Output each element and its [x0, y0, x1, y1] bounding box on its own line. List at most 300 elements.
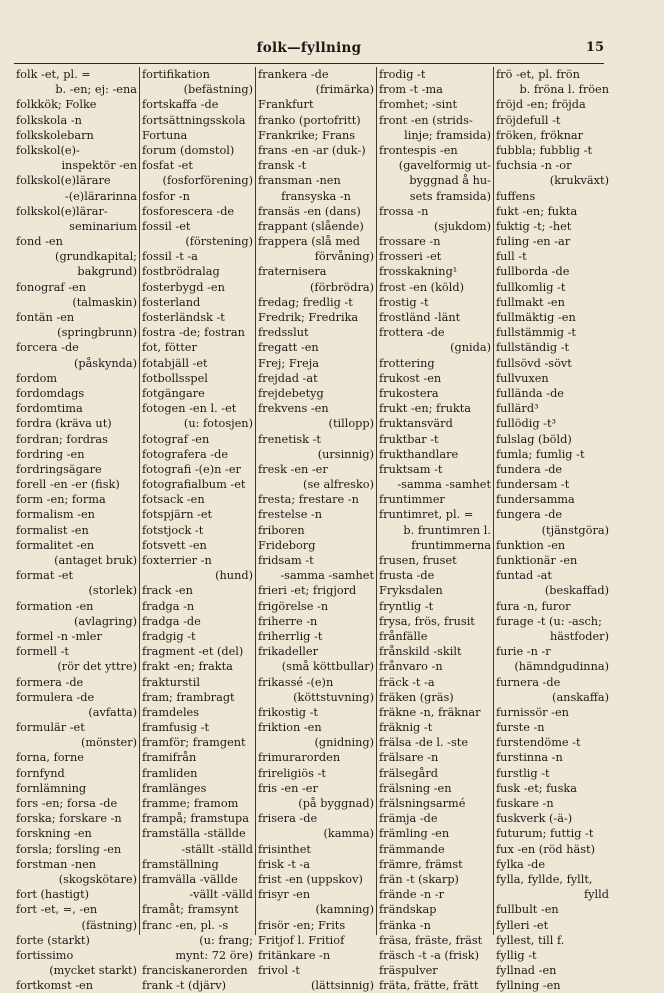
- dictionary-line: fotspjärn -et: [142, 508, 213, 522]
- dictionary-line: fransyska -n: [281, 189, 351, 203]
- dictionary-line: frost -en (köld): [379, 280, 464, 294]
- dictionary-line: furstinna -n: [496, 751, 563, 765]
- dictionary-line: formalist -en: [16, 523, 89, 537]
- dictionary-line: framme; framom: [142, 797, 239, 810]
- dictionary-line: fullärd³: [496, 402, 539, 416]
- dictionary-line: frikassé -(e)n: [258, 675, 334, 689]
- dictionary-line: fuchsia -n -or: [496, 159, 572, 173]
- dictionary-line: fotogen -en l. -et: [142, 402, 237, 416]
- dictionary-line: sets framsida): [409, 189, 491, 203]
- dictionary-line: fullkomlig -t: [496, 280, 566, 294]
- dictionary-line: fullvuxen: [496, 371, 549, 385]
- dictionary-line: fors -en; forsa -de: [16, 797, 118, 810]
- dictionary-line: (fästning): [81, 918, 137, 932]
- dictionary-line: folk -et, pl. =: [16, 68, 91, 81]
- dictionary-line: -(e)lärarinna: [64, 189, 137, 203]
- dictionary-line: -samma -samhet: [397, 478, 491, 492]
- dictionary-line: Frideborg: [258, 538, 316, 552]
- dictionary-line: frisyr -en: [258, 888, 311, 902]
- dictionary-line: -vällt -välld: [189, 888, 253, 902]
- dictionary-line: frakturstil: [142, 675, 200, 689]
- dictionary-line: främre, främst: [379, 857, 463, 871]
- dictionary-line: (tillopp): [328, 417, 374, 431]
- dictionary-line: frist -en (uppskov): [258, 872, 363, 886]
- dictionary-line: (hund): [215, 569, 253, 583]
- dictionary-line: -ställt -ställd: [181, 842, 253, 856]
- dictionary-line: fordomtima: [16, 402, 83, 416]
- dictionary-line: fresk -en -er: [258, 462, 328, 476]
- page-header: [14, 40, 604, 60]
- dictionary-line: fräta, frätte, frätt: [379, 979, 479, 993]
- dictionary-line: seminarium: [69, 219, 137, 233]
- dictionary-line: fransk -t: [258, 159, 307, 173]
- dictionary-line: friktion -en: [258, 721, 322, 735]
- dictionary-line: fradgig -t: [142, 629, 196, 643]
- dictionary-line: furnera -de: [496, 675, 561, 689]
- dictionary-line: (beskaffad): [544, 584, 609, 598]
- dictionary-line: fuskverk (-ä-): [496, 812, 573, 826]
- dictionary-line: framställning: [142, 857, 219, 871]
- dictionary-line: frukt -en; frukta: [379, 402, 471, 416]
- dictionary-line: främmande: [379, 842, 445, 856]
- dictionary-line: fordra (kräva ut): [16, 417, 112, 431]
- dictionary-line: frosskakning¹: [379, 265, 458, 279]
- dictionary-line: fruktsam -t: [379, 462, 443, 476]
- dictionary-line: fräspulver: [379, 964, 438, 978]
- dictionary-line: fradga -n: [142, 599, 195, 613]
- dictionary-line: fordran; fordras: [16, 432, 108, 446]
- dictionary-line: fyllnad -en: [496, 964, 557, 978]
- dictionary-line: forskning -en: [16, 827, 92, 841]
- dictionary-line: byggnad å hu-: [409, 174, 491, 188]
- dictionary-line: (avlagring): [73, 614, 137, 628]
- dictionary-line: fotstjock -t: [142, 523, 204, 537]
- dictionary-line: fundersam -t: [496, 478, 570, 492]
- dictionary-line: fux -en (röd häst): [496, 842, 595, 856]
- dictionary-line: forstman -nen: [16, 857, 97, 871]
- dictionary-line: frank -t (djärv): [142, 979, 227, 993]
- dictionary-line: frikostig -t: [258, 705, 318, 719]
- dictionary-line: fossil -et: [142, 219, 191, 233]
- dictionary-line: format -et: [16, 569, 74, 583]
- dictionary-line: fonograf -en: [16, 280, 86, 294]
- dictionary-line: frejdebetyg: [258, 386, 324, 400]
- dictionary-line: fresta; frestare -n: [258, 493, 359, 507]
- dictionary-line: hästfoder): [549, 629, 609, 643]
- dictionary-line: fräsa, fräste, fräst: [379, 933, 483, 947]
- dictionary-line: fröjd -en; fröjda: [496, 98, 586, 112]
- dictionary-line: frö -et, pl. frön: [496, 68, 580, 81]
- dictionary-line: frälsningsarmé: [379, 797, 466, 810]
- dictionary-line: fullborda -de: [496, 265, 570, 279]
- dictionary-line: fordom: [16, 371, 58, 385]
- dictionary-line: frieri -et; frigjord: [258, 584, 357, 598]
- dictionary-line: forsla; forsling -en: [16, 842, 122, 856]
- dictionary-line: futurum; futtig -t: [496, 827, 594, 841]
- dictionary-line: framåt; framsynt: [142, 903, 239, 917]
- column-2: [140, 67, 256, 993]
- dictionary-line: fordringsägare: [16, 462, 102, 476]
- dictionary-line: (ursinnig): [317, 447, 374, 461]
- dictionary-line: (på byggnad): [298, 797, 374, 810]
- dictionary-line: fuling -en -ar: [496, 235, 571, 249]
- dictionary-line: fukt -en; fukta: [496, 204, 578, 218]
- dictionary-line: fris -en -er: [258, 781, 318, 795]
- dictionary-line: fundera -de: [496, 462, 563, 476]
- dictionary-line: fullstämmig -t: [496, 326, 576, 340]
- dictionary-line: fruktbar -t: [379, 432, 439, 446]
- dictionary-line: fullständig -t: [496, 341, 570, 355]
- dictionary-line: fuffens: [496, 189, 536, 203]
- dictionary-line: fotografera -de: [142, 447, 229, 461]
- dictionary-line: frisör -en; Frits: [258, 918, 346, 932]
- dictionary-line: (gnida): [450, 341, 491, 355]
- dictionary-line: -samma -samhet: [280, 569, 374, 583]
- dictionary-line: friherrlig -t: [258, 629, 323, 643]
- dictionary-line: (gavelformig ut-: [398, 159, 491, 173]
- dictionary-line: franko (portofritt): [258, 113, 361, 127]
- dictionary-line: fotabjäll -et: [142, 356, 208, 370]
- dictionary-line: främling -en: [379, 827, 450, 841]
- dictionary-line: fruntimret, pl. =: [379, 508, 474, 522]
- dictionary-line: (påskynda): [73, 356, 137, 370]
- dictionary-line: (krukväxt): [549, 174, 609, 188]
- dictionary-line: framvälla -vällde: [142, 872, 238, 886]
- dictionary-line: fuktig -t; -het: [496, 219, 572, 233]
- dictionary-line: frändskap: [379, 903, 437, 917]
- dictionary-line: frusen, fruset: [379, 554, 457, 567]
- dictionary-line: fond -en: [16, 235, 63, 249]
- dictionary-line: fura -n, furor: [496, 599, 571, 613]
- dictionary-line: (tjänstgöra): [541, 523, 609, 537]
- dictionary-columns: [14, 67, 611, 993]
- dictionary-line: fränka -n: [379, 918, 431, 932]
- dictionary-line: (mönster): [80, 736, 137, 750]
- dictionary-line: frän -t (skarp): [379, 872, 459, 886]
- dictionary-line: fumla; fumlig -t: [496, 447, 585, 461]
- dictionary-line: full -t: [496, 250, 527, 264]
- dictionary-line: frimurarorden: [258, 751, 341, 765]
- dictionary-line: (u: fotosjen): [183, 417, 253, 431]
- dictionary-line: fredag; fredlig -t: [258, 295, 353, 309]
- dictionary-line: forna, forne: [16, 751, 84, 765]
- column-1: [14, 67, 140, 993]
- dictionary-line: fulslag (böld): [496, 432, 572, 446]
- dictionary-line: fuskare -n: [496, 797, 554, 810]
- dictionary-line: front -en (strids-: [379, 113, 473, 127]
- dictionary-line: (avfatta): [88, 705, 137, 719]
- dictionary-line: frekvens -en: [258, 402, 329, 416]
- dictionary-line: fortifikation: [142, 68, 210, 81]
- dictionary-line: fullmäktig -en: [496, 311, 576, 324]
- dictionary-line: fontän -en: [16, 311, 75, 324]
- dictionary-line: franciskanerorden: [142, 964, 248, 978]
- dictionary-line: fostbrödralag: [142, 265, 220, 279]
- dictionary-line: fotsvett -en: [142, 538, 207, 552]
- dictionary-line: (mycket starkt): [49, 964, 137, 978]
- dictionary-line: bakgrund): [77, 265, 137, 279]
- dictionary-line: frossa -n: [379, 204, 429, 218]
- dictionary-line: fortkomst -en: [16, 979, 93, 993]
- dictionary-line: foxterrier -n: [142, 554, 212, 567]
- dictionary-line: (förstening): [185, 235, 253, 249]
- dictionary-line: folkkök; Folke: [16, 98, 97, 112]
- dictionary-line: frostig -t: [379, 295, 429, 309]
- dictionary-line: furstendöme -t: [496, 736, 581, 750]
- dictionary-line: fritänkare -n: [258, 948, 331, 962]
- dictionary-line: fräknig -t: [379, 721, 433, 735]
- dictionary-line: framifrån: [142, 751, 197, 765]
- dictionary-line: fotgängare: [142, 386, 205, 400]
- dictionary-line: frans -en -ar (duk-): [258, 143, 366, 157]
- dictionary-line: frånfälle: [379, 629, 428, 643]
- running-head: folk—fyllning: [256, 40, 362, 56]
- dictionary-line: fraternisera: [258, 265, 327, 279]
- dictionary-line: fotsack -en: [142, 493, 205, 507]
- dictionary-line: furage -t (u: -asch;: [496, 614, 602, 628]
- dictionary-line: fullända -de: [496, 386, 564, 400]
- dictionary-line: frusta -de: [379, 569, 435, 583]
- dictionary-line: folkskol(e)-: [16, 143, 80, 157]
- dictionary-line: formalism -en: [16, 508, 95, 522]
- dictionary-line: frälsning -en: [379, 781, 452, 795]
- dictionary-line: fort -et, =, -en: [16, 903, 98, 917]
- dictionary-line: forcera -de: [16, 341, 79, 355]
- dictionary-line: fungera -de: [496, 508, 563, 522]
- dictionary-line: fylla, fyllde, fyllt,: [496, 872, 593, 886]
- dictionary-line: framliden: [142, 766, 198, 780]
- dictionary-line: (sjukdom): [434, 219, 491, 233]
- dictionary-line: framdeles: [142, 705, 200, 719]
- dictionary-line: fosforescera -de: [142, 204, 235, 218]
- dictionary-line: mynt: 72 öre): [175, 948, 253, 962]
- dictionary-line: fornlämning: [16, 781, 87, 795]
- dictionary-line: fot, fötter: [142, 341, 197, 355]
- dictionary-line: (u: frang;: [199, 933, 253, 947]
- dictionary-line: frånvaro -n: [379, 660, 443, 674]
- dictionary-line: (kamning): [315, 903, 374, 917]
- dictionary-line: funtad -at: [496, 569, 552, 583]
- dictionary-line: folkskolebarn: [16, 128, 94, 142]
- dictionary-line: fosfat -et: [142, 159, 193, 173]
- dictionary-line: fullsövd -sövt: [496, 356, 572, 370]
- dictionary-line: fylld: [583, 888, 609, 902]
- dictionary-line: forte (starkt): [16, 933, 90, 947]
- dictionary-line: formation -en: [16, 599, 94, 613]
- dictionary-line: fullbult -en: [496, 903, 559, 917]
- dictionary-line: frälsegård: [379, 766, 439, 780]
- dictionary-line: (frimärka): [315, 83, 374, 97]
- dictionary-line: frossare -n: [379, 235, 441, 249]
- dictionary-line: folkskol(e)lärar-: [16, 204, 108, 218]
- dictionary-line: b. -en; ej: -ena: [55, 83, 137, 97]
- dictionary-line: furnissör -en: [496, 705, 569, 719]
- dictionary-line: fräken (gräs): [379, 690, 454, 704]
- dictionary-line: fruntimmer: [379, 493, 445, 507]
- dictionary-line: frisk -t -a: [258, 857, 310, 871]
- dictionary-line: frankera -de: [258, 68, 329, 81]
- dictionary-line: (fosforförening): [162, 174, 253, 188]
- dictionary-line: (hämndgudinna): [514, 660, 609, 674]
- dictionary-line: fransäs -en (dans): [258, 204, 361, 218]
- dictionary-line: (grundkapital;: [55, 250, 137, 264]
- dictionary-line: fyllning -en: [496, 979, 561, 993]
- column-3: [256, 67, 377, 993]
- dictionary-line: formulera -de: [16, 690, 95, 704]
- dictionary-line: formera -de: [16, 675, 84, 689]
- dictionary-line: frukost -en: [379, 371, 442, 385]
- dictionary-line: Fortuna: [142, 128, 188, 142]
- dictionary-line: (antaget bruk): [54, 554, 137, 567]
- dictionary-line: fotografi -(e)n -er: [142, 462, 241, 476]
- dictionary-line: (gnidning): [314, 736, 374, 750]
- dictionary-line: fort (hastigt): [16, 888, 90, 902]
- dictionary-line: forell -en -er (fisk): [16, 478, 120, 492]
- dictionary-line: fylleri -et: [496, 918, 549, 932]
- dictionary-line: fortsättningsskola: [142, 113, 246, 127]
- dictionary-line: frejdad -at: [258, 371, 318, 385]
- dictionary-line: frigörelse -n: [258, 599, 329, 613]
- dictionary-line: frottering: [379, 356, 435, 370]
- dictionary-line: from -t -ma: [379, 83, 443, 97]
- page-number: 15: [585, 40, 604, 55]
- dictionary-line: fotografialbum -et: [142, 478, 246, 492]
- dictionary-line: (skogskötare): [58, 872, 137, 886]
- dictionary-line: frivol -t: [258, 964, 300, 978]
- dictionary-line: fräkne -n, fräknar: [379, 705, 481, 719]
- dictionary-line: fubbla; fubblig -t: [496, 143, 592, 157]
- dictionary-line: frukostera: [379, 386, 439, 400]
- dictionary-line: fordring -en: [16, 447, 85, 461]
- dictionary-line: fram; frambragt: [142, 690, 235, 704]
- dictionary-line: (talmaskin): [72, 295, 137, 309]
- dictionary-line: (rör det yttre): [57, 660, 137, 674]
- dictionary-line: (se alfresko): [303, 478, 374, 492]
- dictionary-line: fragment -et (del): [142, 645, 244, 659]
- dictionary-line: fyllig -t: [496, 948, 537, 962]
- dictionary-line: fosterbygd -en: [142, 280, 225, 294]
- dictionary-line: folkskola -n: [16, 113, 82, 127]
- dictionary-line: frack -en: [142, 584, 193, 598]
- dictionary-line: fornfynd: [16, 766, 65, 780]
- dictionary-line: formell -t: [16, 645, 69, 659]
- dictionary-line: inspektör -en: [61, 159, 137, 173]
- dictionary-line: fylka -de: [496, 857, 546, 871]
- dictionary-line: fullmakt -en: [496, 295, 565, 309]
- dictionary-line: frälsare -n: [379, 751, 439, 765]
- dictionary-line: forum (domstol): [142, 143, 235, 157]
- dictionary-line: fosterland: [142, 295, 201, 309]
- dictionary-line: främja -de: [379, 812, 438, 826]
- dictionary-line: fredsslut: [258, 326, 309, 340]
- dictionary-line: fruntimmerna: [411, 538, 491, 552]
- dictionary-line: formalitet -en: [16, 538, 95, 552]
- dictionary-line: frappera (slå med: [258, 235, 360, 249]
- dictionary-line: linje; framsida): [404, 128, 491, 142]
- dictionary-line: fräck -t -a: [379, 675, 435, 689]
- dictionary-line: framlänges: [142, 781, 207, 795]
- dictionary-line: Fritjof l. Fritiof: [258, 933, 345, 947]
- dictionary-line: fotograf -en: [142, 432, 210, 446]
- dictionary-line: (springbrunn): [57, 326, 137, 340]
- dictionary-line: fräsch -t -a (frisk): [379, 948, 480, 962]
- dictionary-line: fullödig -t³: [496, 417, 557, 431]
- dictionary-line: frisera -de: [258, 812, 318, 826]
- dictionary-line: formel -n -mler: [16, 629, 102, 643]
- dictionary-line: frostländ -länt: [379, 311, 461, 324]
- dictionary-line: furste -n: [496, 721, 545, 735]
- dictionary-line: framställa -ställde: [142, 827, 246, 841]
- dictionary-line: frisinthet: [258, 842, 311, 856]
- dictionary-line: framför; framgent: [142, 736, 246, 750]
- dictionary-line: folkskol(e)lärare: [16, 174, 111, 188]
- dictionary-line: fusk -et; fuska: [496, 781, 577, 795]
- dictionary-line: franc -en, pl. -s: [142, 918, 229, 932]
- dictionary-line: framfusig -t: [142, 721, 210, 735]
- dictionary-line: fosterländsk -t: [142, 311, 225, 324]
- dictionary-line: funktionär -en: [496, 554, 578, 567]
- dictionary-line: frakt -en; frakta: [142, 660, 233, 674]
- dictionary-line: fortissimo: [16, 948, 74, 962]
- header-rule: [14, 63, 604, 64]
- dictionary-line: fruktansvärd: [379, 417, 453, 431]
- dictionary-line: frottera -de: [379, 326, 445, 340]
- dictionary-line: fregatt -en: [258, 341, 319, 355]
- dictionary-line: furstlig -t: [496, 766, 550, 780]
- dictionary-line: fryntlig -t: [379, 599, 434, 613]
- dictionary-line: fröken, fröknar: [496, 128, 584, 142]
- dictionary-line: fosfor -n: [142, 189, 190, 203]
- dictionary-line: frappant (slående): [258, 219, 364, 233]
- dictionary-line: (anskaffa): [552, 690, 609, 704]
- dictionary-line: (små köttbullar): [281, 660, 374, 674]
- dictionary-line: fostra -de; fostran: [142, 326, 245, 340]
- dictionary-line: frestelse -n: [258, 508, 323, 522]
- dictionary-line: fundersamma: [496, 493, 575, 507]
- dictionary-line: (kamma): [323, 827, 374, 841]
- dictionary-line: fossil -t -a: [142, 250, 198, 264]
- dictionary-line: förvåning): [314, 250, 374, 264]
- dictionary-line: frånskild -skilt: [379, 645, 462, 659]
- dictionary-line: frireligiös -t: [258, 766, 326, 780]
- dictionary-line: fridsam -t: [258, 554, 314, 567]
- dictionary-line: fordomdags: [16, 386, 85, 400]
- column-5: [494, 67, 611, 993]
- dictionary-line: fotbollsspel: [142, 371, 208, 385]
- dictionary-line: Frankrike; Frans: [258, 128, 356, 142]
- dictionary-line: friboren: [258, 523, 305, 537]
- dictionary-line: form -en; forma: [16, 493, 106, 507]
- dictionary-line: frikadeller: [258, 645, 319, 659]
- dictionary-line: friherre -n: [258, 614, 318, 628]
- dictionary-line: fortskaffa -de: [142, 98, 219, 112]
- dictionary-line: frukthandlare: [379, 447, 459, 461]
- dictionary-line: furie -n -r: [496, 645, 551, 659]
- dictionary-line: Frankfurt: [258, 98, 314, 112]
- dictionary-line: b. fröna l. fröen: [519, 83, 609, 97]
- dictionary-line: frodig -t: [379, 68, 426, 81]
- dictionary-line: Fryksdalen: [379, 584, 443, 598]
- dictionary-line: fradga -de: [142, 614, 201, 628]
- dictionary-line: Fredrik; Fredrika: [258, 311, 359, 324]
- dictionary-line: formulär -et: [16, 721, 85, 735]
- dictionary-line: Frej; Freja: [258, 356, 319, 370]
- dictionary-line: frälsa -de l. -ste: [379, 736, 469, 750]
- dictionary-line: (förbrödra): [310, 280, 374, 294]
- dictionary-line: (storlek): [88, 584, 137, 598]
- dictionary-line: (köttstuvning): [293, 690, 374, 704]
- dictionary-line: forska; forskare -n: [16, 812, 122, 826]
